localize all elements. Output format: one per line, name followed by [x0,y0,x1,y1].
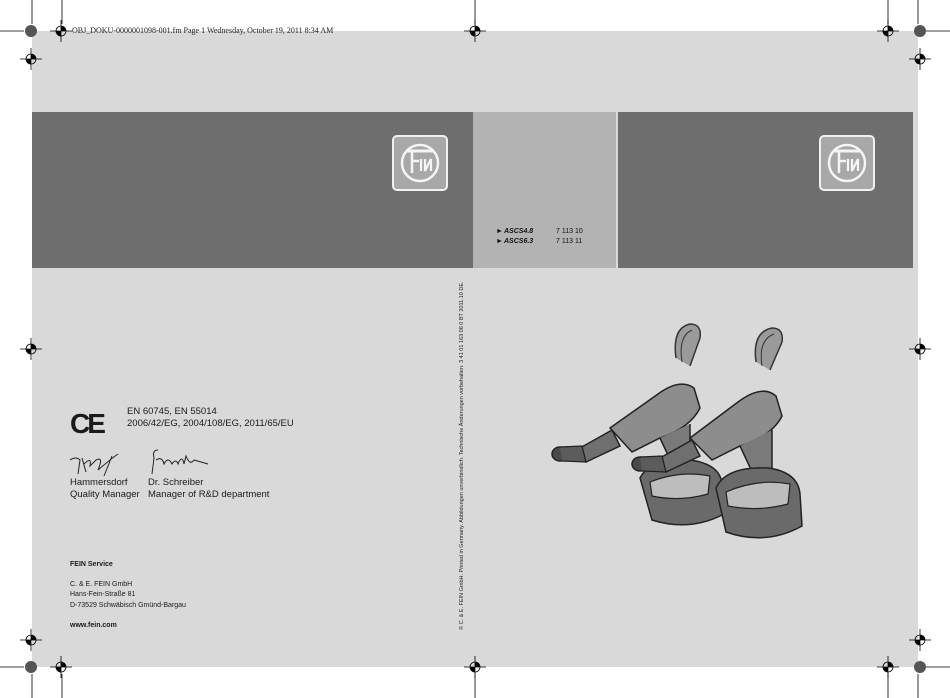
service-title: FEIN Service [70,561,113,568]
service-street: Hans-Fein-Straße 81 [70,591,136,598]
registration-target-icon [20,20,931,678]
model-name: ASCS6.3 [504,237,534,245]
service-city: D-73529 Schwäbisch Gmünd-Bargau [70,601,186,609]
file-info-line: OBJ_DOKU-0000001098-001.fm Page 1 Wednesday, October 19, 2011 8:34 AM [72,26,334,35]
arrow-icon: ► [496,227,503,235]
model-number: 7 113 11 [556,237,583,245]
standards-line: EN 60745, EN 55014 [127,406,217,417]
signatory-role: Manager of R&D department [148,489,270,500]
signatory-role: Quality Manager [70,489,140,500]
model-name: ASCS4.8 [504,227,534,235]
ce-mark: CE [70,408,103,439]
signatory-name: Dr. Schreiber [148,477,204,488]
signatory-name: Hammersdorf [70,477,128,488]
arrow-icon: ► [496,237,503,245]
service-web-link[interactable]: www.fein.com [70,622,117,629]
vertical-copyright-note: © C. & E. FEIN GmbH. Printed in Germany. Abbildungen unverbindlich. Technische Änderungen vorbehalten. 3 41 01 163 06 0 BT 2011.10 DE. [459,281,465,630]
standards-line: 2006/42/EG, 2004/108/EG, 2011/65/EU [127,418,294,429]
model-number: 7 113 10 [556,227,583,235]
service-company: C. & E. FEIN GmbH [70,580,133,588]
